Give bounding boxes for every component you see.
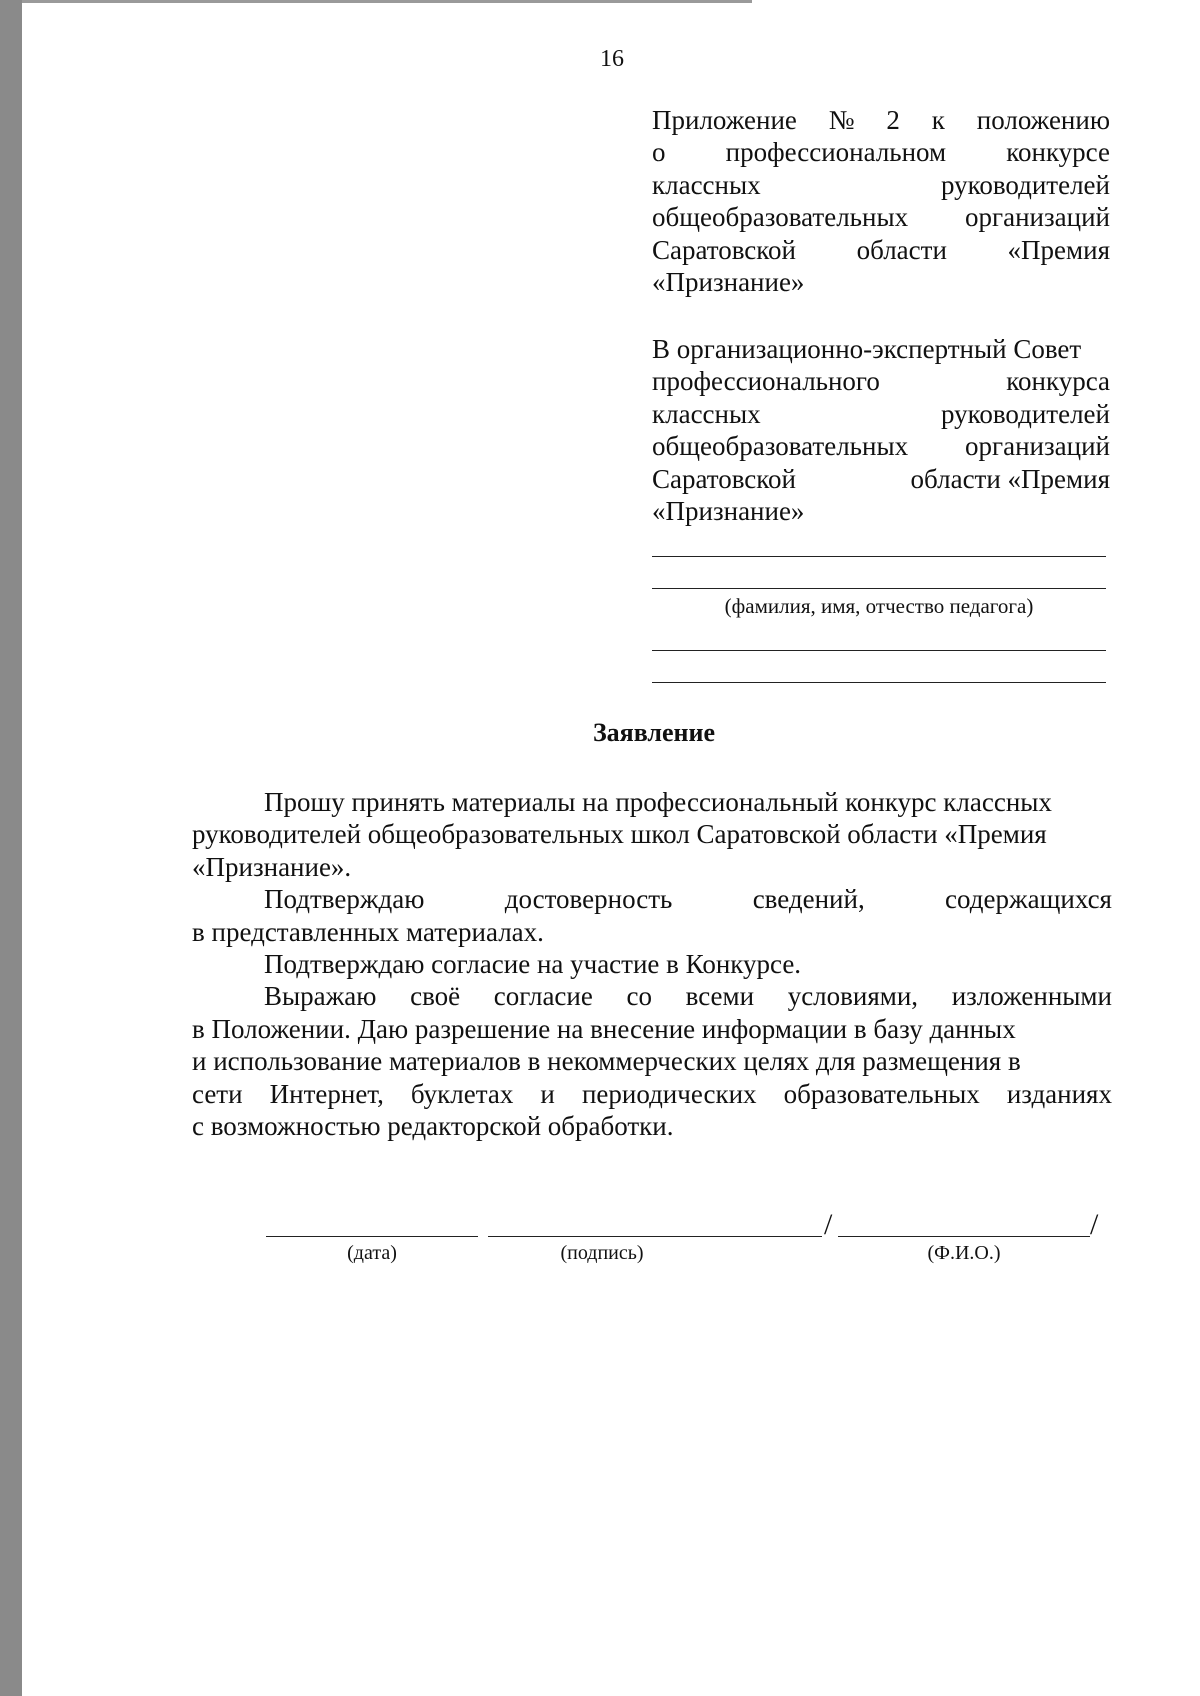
- scan-left-margin: [0, 0, 22, 1696]
- signature-slash: /: [824, 1208, 833, 1241]
- teacher-name-line-2[interactable]: [652, 588, 1106, 589]
- addressee-line: классных руководителей: [652, 398, 1110, 429]
- statement-line: в представленных материалах.: [192, 916, 544, 947]
- date-caption: (дата): [347, 1242, 397, 1264]
- appendix-line: общеобразовательных организаций: [652, 202, 1110, 233]
- appendix-line: о профессиональном конкурсе: [652, 137, 1110, 168]
- addressee-line: В организационно-экспертный Совет: [652, 334, 1082, 364]
- fio-caption: (Ф.И.О.): [927, 1242, 1001, 1264]
- statement-line: сети Интернет, буклетах и периодических образовательных изданиях: [192, 1078, 1112, 1109]
- appendix-reference: [652, 104, 1110, 298]
- page-number: 16: [600, 46, 624, 72]
- teacher-name-caption: (фамилия, имя, отчество педагога): [724, 594, 1034, 618]
- signature-caption: (подпись): [560, 1242, 644, 1264]
- statement-line: Прошу принять материалы на профессиональный конкурс классных: [264, 787, 1052, 817]
- signature-line[interactable]: [488, 1236, 822, 1237]
- addressee-line: общеобразовательных организаций: [652, 431, 1110, 462]
- addressee-line: «Признание»: [652, 496, 805, 527]
- statement-line: и использование материалов в некоммерческих целях для размещения в: [192, 1046, 1021, 1077]
- addressee-block: [652, 333, 1110, 527]
- date-line[interactable]: [266, 1236, 478, 1237]
- statement-line: руководителей общеобразовательных школ Саратовской области «Премия: [192, 819, 1047, 850]
- statement-line: в Положении. Даю разрешение на внесение информации в базу данных: [192, 1013, 1016, 1044]
- addressee-line: профессионального конкурса: [652, 366, 1110, 397]
- addressee-line: Саратовской области «Премия: [652, 463, 1110, 494]
- statement-line: Выражаю своё согласие со всеми условиями, изложенными: [264, 981, 1112, 1012]
- fio-slash: /: [1090, 1208, 1099, 1241]
- appendix-line: Саратовской области «Премия: [652, 234, 1110, 265]
- teacher-name-line-1[interactable]: [652, 556, 1106, 557]
- statement-line: «Признание».: [192, 851, 352, 882]
- statement-line: Подтверждаю согласие на участие в Конкурсе.: [264, 949, 802, 980]
- teacher-extra-line-2[interactable]: [652, 682, 1106, 683]
- fio-line[interactable]: [838, 1236, 1090, 1237]
- statement-line: с возможностью редакторской обработки.: [192, 1111, 674, 1142]
- appendix-line: «Признание»: [652, 267, 805, 298]
- scan-top-edge: [22, 0, 752, 3]
- statement-body: [192, 786, 1112, 1142]
- statement-title: Заявление: [592, 718, 716, 747]
- statement-line: Подтверждаю достоверность сведений, содержащихся: [264, 884, 1112, 915]
- appendix-line: Приложение № 2 к положению: [652, 105, 1110, 135]
- appendix-line: классных руководителей: [652, 169, 1110, 200]
- teacher-extra-line-1[interactable]: [652, 650, 1106, 651]
